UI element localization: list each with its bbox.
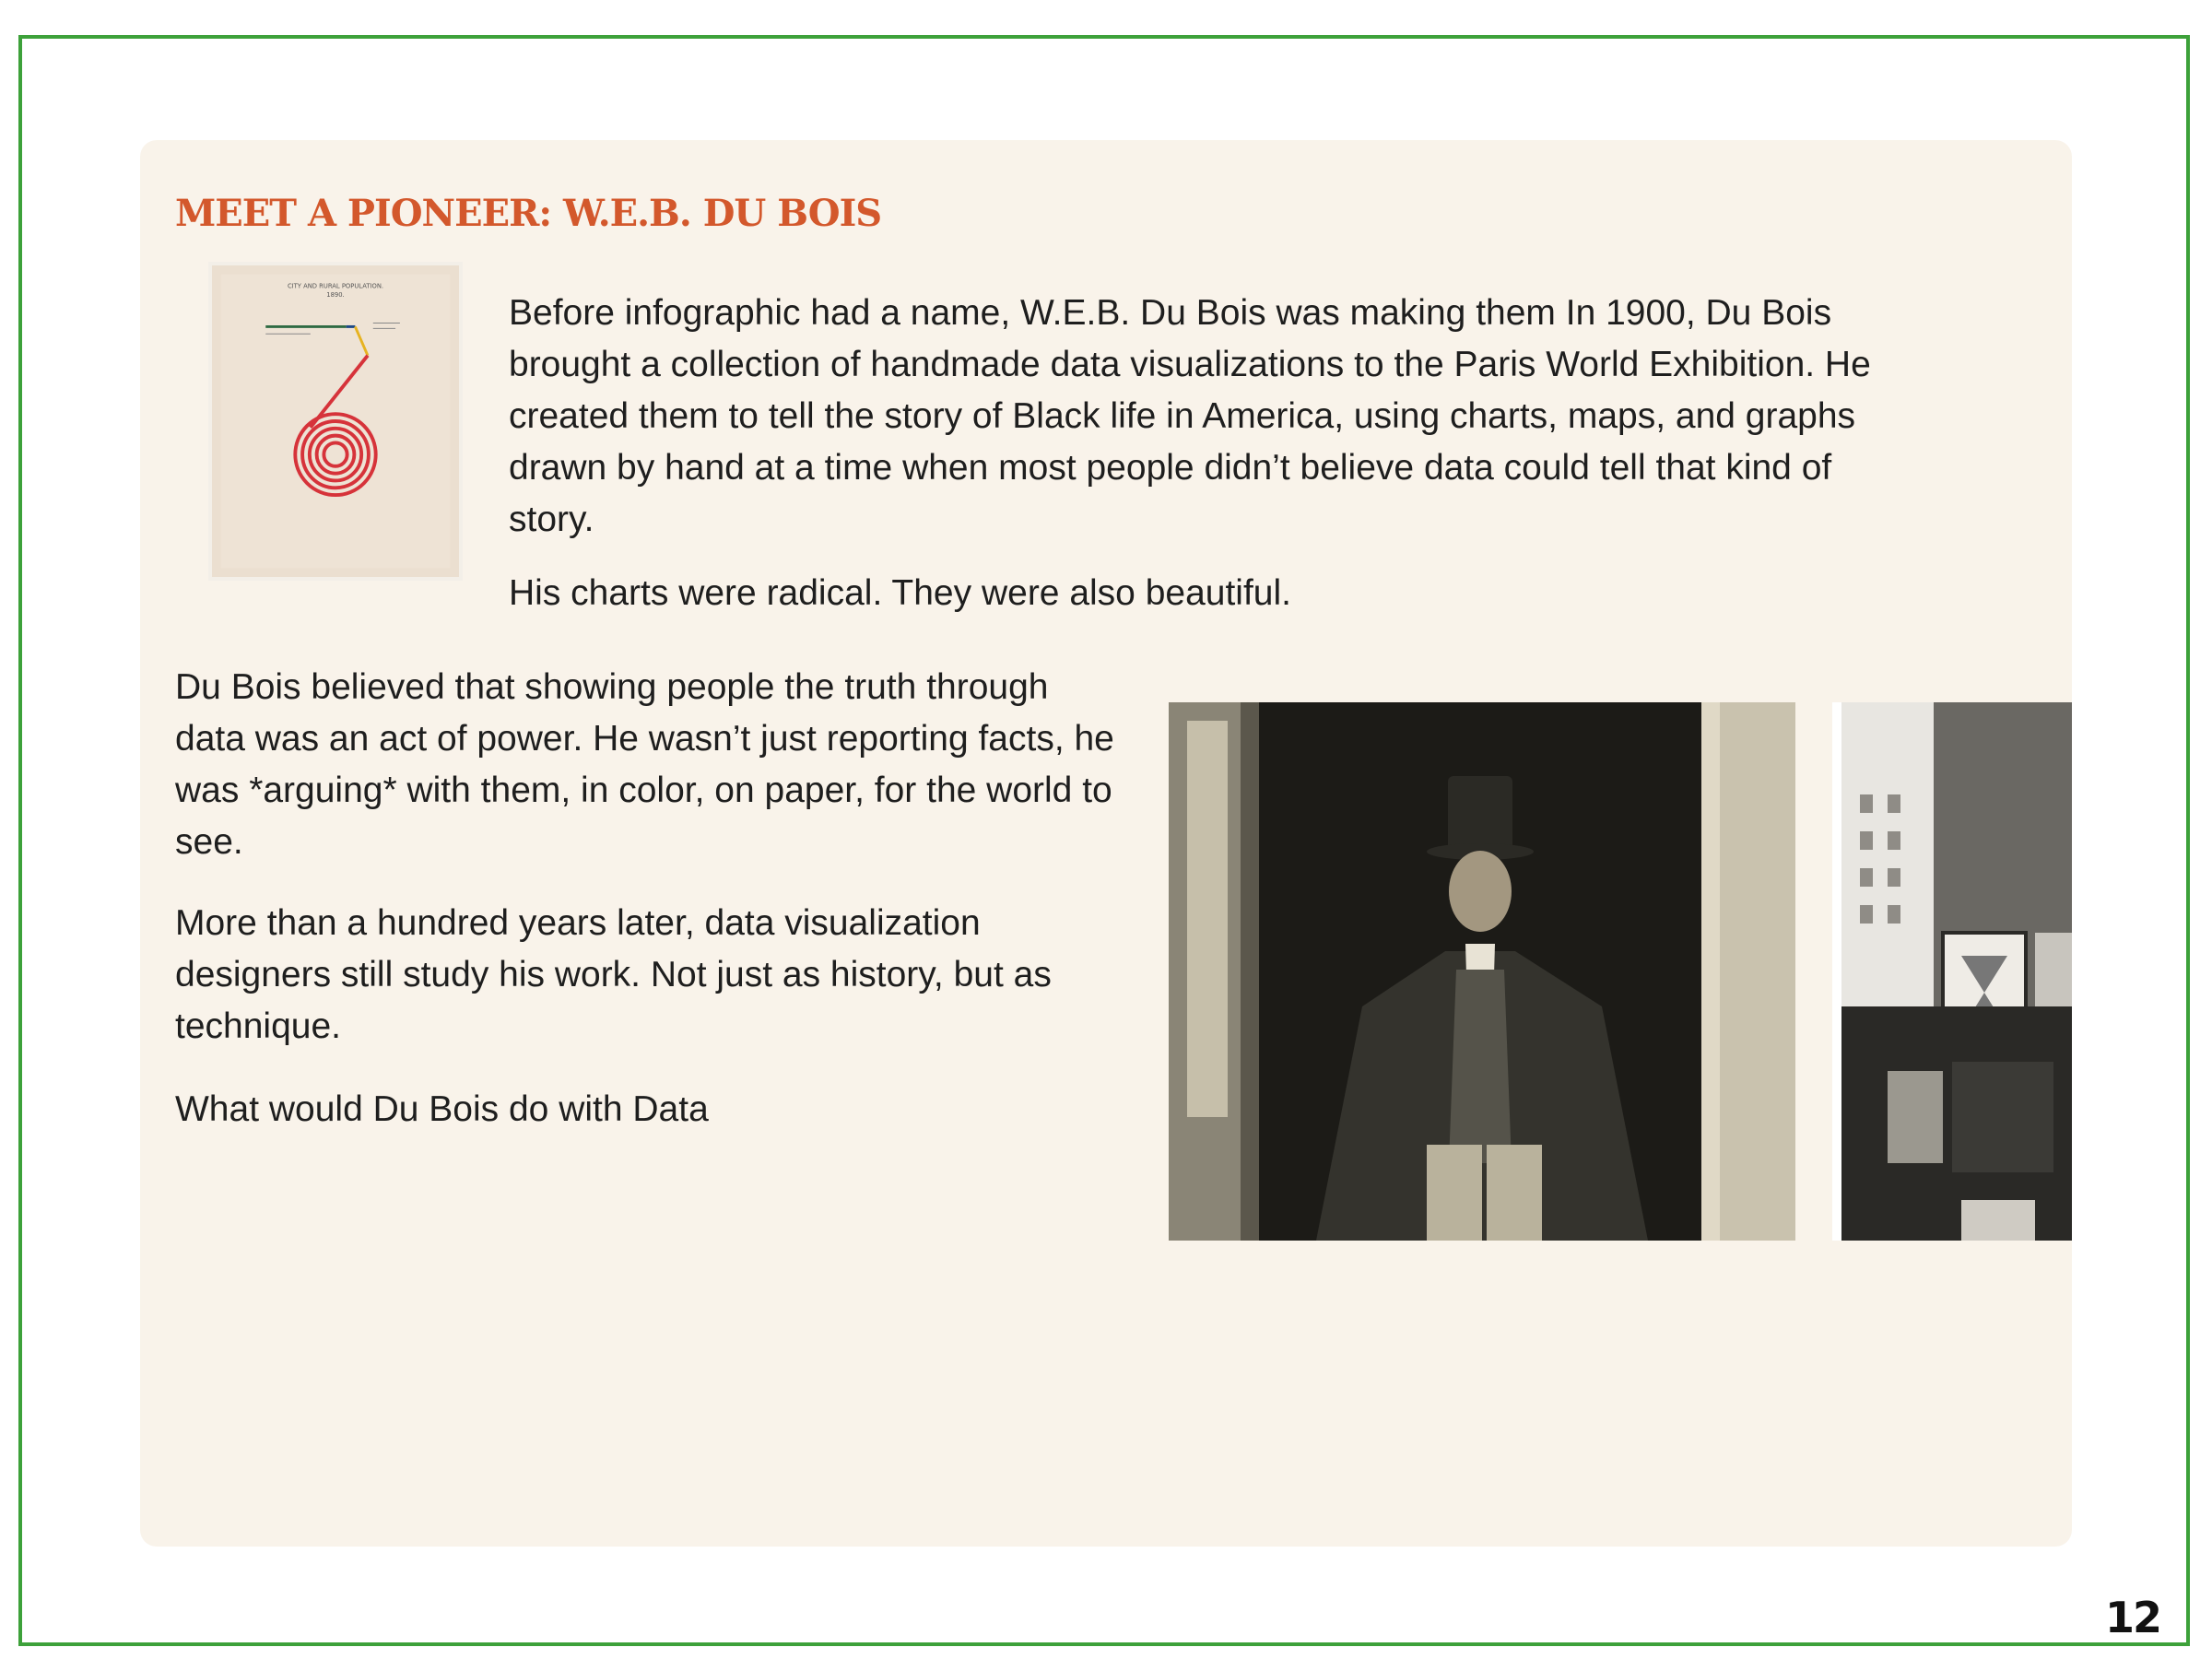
du-bois-chart-thumbnail [208,262,463,581]
thumbnail-subtitle: 1890. [326,291,345,300]
body-paragraph-1: Du Bois believed that showing people the truth through data was an act of power. He wasn’t just reporting facts, he was *arguing* with them, in color, on paper, for the world to see. [175,667,1114,862]
du-bois-portrait-photo [1169,702,1795,1241]
exhibition-photo [1832,702,2072,1241]
intro-paragraph-2: His charts were radical. They were also beautiful. [509,573,1291,613]
body-paragraph-3: What would Du Bois do with Data [175,1089,709,1129]
thumbnail-title: CITY AND RURAL POPULATION. [287,282,384,290]
page-number: 12 [2104,1593,2160,1642]
section-heading: MEET A PIONEER: W.E.B. DU BOIS [175,192,882,235]
intro-paragraph: Before infographic had a name, W.E.B. Du Bois was making them In 1900, Du Bois brought a collection of handmade data visualizations to the Paris World Exhibition. He created them to tell the story of Black life in America, using charts, maps, and graphs drawn by hand at a time when most people didn’t believe data could tell that kind of story. [509,293,1871,539]
body-paragraph-2: More than a hundred years later, data visualization designers still study his work. Not just as history, but as technique. [175,903,1052,1046]
